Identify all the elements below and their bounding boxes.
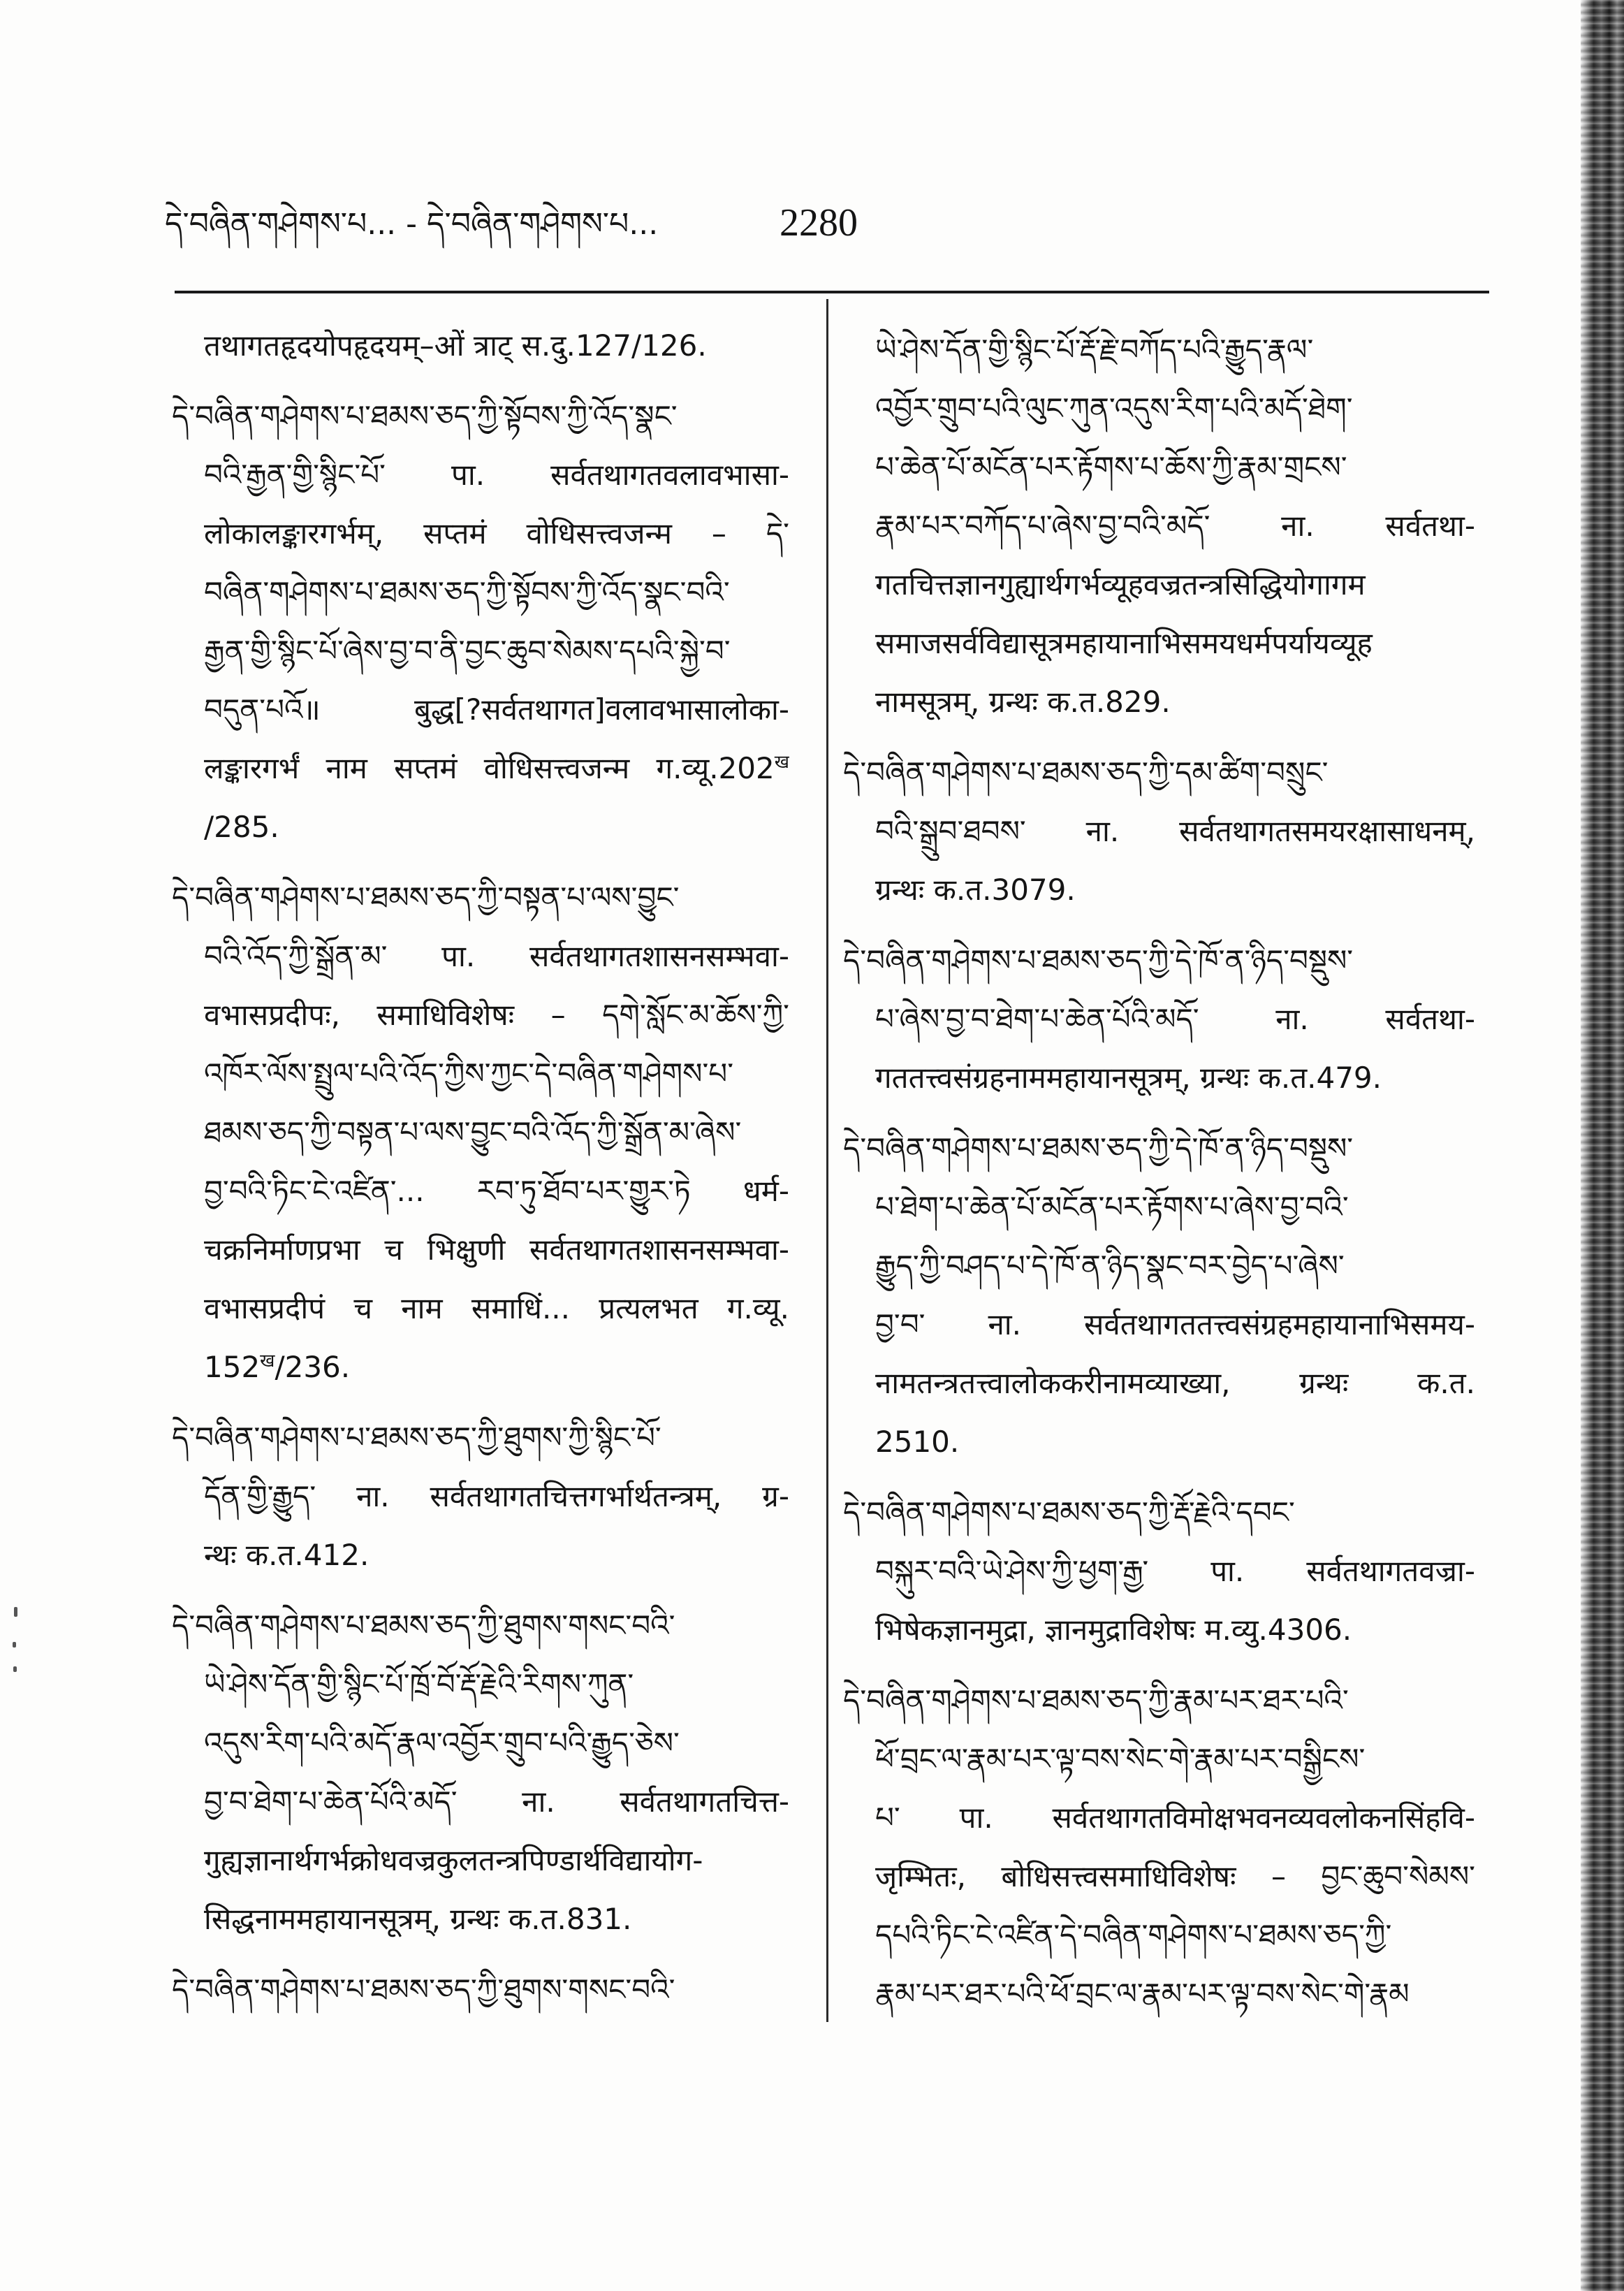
- entry-line: འབྱོར་གྲུབ་པའི་ལུང་ཀུན་འདུས་རིག་པའི་མདོ་ཐེག་: [875, 391, 1353, 426]
- entry-headword-line: དེ་བཞིན་གཤེགས་པ་ཐམས་ཅད་ཀྱི་དེ་ཁོ་ན་ཉིད་བསྡུས་: [843, 943, 1354, 977]
- entry-line: गुह्यज्ञानार्थगर्भक्रोधवज्रकुलतन्त्रपिण्डार्थविद्यायोग-: [204, 1843, 703, 1877]
- entry-headword-line: དེ་བཞིན་གཤེགས་པ་ཐམས་ཅད་ཀྱི་དམ་ཚིག་བསྲུང་: [843, 755, 1329, 790]
- entry-line: न्थः क.त.412.: [204, 1538, 370, 1572]
- scan-speck: [13, 1642, 16, 1648]
- entry-line: པ་ཐེག་པ་ཆེན་པོ་མངོན་པར་རྟོགས་པ་ཞེས་བྱ་བའི་: [875, 1190, 1349, 1224]
- entry-line: བདུན་པའོ॥ बुद्ध[?सर्वतथागत]वलावभासालोका-: [204, 692, 789, 727]
- dictionary-entry: [172, 1597, 789, 1949]
- entry-line: རྒྱན་གྱི་སྙིང་པོ་ཞེས་བྱ་བ་ནི་བྱང་ཆུབ་སེམས་དཔའི་སྐྱེ་བ་: [204, 634, 731, 668]
- continued-entry: [843, 321, 1475, 732]
- left-column: [172, 317, 789, 2019]
- entry-line: བའི་རྒྱན་གྱི་སྙིང་པོ་ पा. सर्वतथागतवलावभासा-: [204, 458, 789, 492]
- entry-line: བྱ་བ་ ना. सर्वतथागततत्त्वसंग्रहमहायानाभिसमय-: [875, 1307, 1475, 1341]
- scan-speck: [13, 1666, 17, 1672]
- entry-line: ཡེ་ཤེས་དོན་གྱི་སྙིང་པོ་རྡོ་རྗེ་བཀོད་པའི་རྒྱུད་རྣལ་: [875, 333, 1314, 367]
- line-text: लङ्कारगर्भं नाम सप्तमं वोधिसत्त्वजन्म ग.व्यू.202: [204, 751, 775, 785]
- entry-line: जृम्भितः, बोधिसत्त्वसमाधिविशेषः – བྱང་ཆུབ་སེམས་: [875, 1859, 1475, 1893]
- dictionary-entry: [172, 387, 789, 857]
- entry-line: ཐམས་ཅད་ཀྱི་བསྟན་པ་ལས་བྱུང་བའི་འོད་ཀྱི་སྒྲོན་མ་ཞེས་: [204, 1115, 742, 1149]
- entry-headword-line: དེ་བཞིན་གཤེགས་པ་ཐམས་ཅད་ཀྱི་བསྟན་པ་ལས་བྱུང་: [172, 880, 680, 915]
- entry-line: བྱ་བའི་ཏིང་ངེ་འཛིན་... རབ་ཏུ་ཐོབ་པར་གྱུར་ཏེ धर्म-: [204, 1174, 789, 1208]
- entry-line: བའི་འོད་ཀྱི་སྒྲོན་མ་ पा. सर्वतथागतशासनसम्भवा-: [204, 939, 789, 973]
- header-rule: [175, 291, 1489, 293]
- entry-line: པ་ पा. सर्वतथागतविमोक्षभवनव्यवलोकनसिंहवि-: [875, 1801, 1475, 1835]
- entry-headword-line: དེ་བཞིན་གཤེགས་པ་ཐམས་ཅད་ཀྱི་དེ་ཁོ་ན་ཉིད་བསྡུས་: [843, 1131, 1354, 1165]
- dictionary-entry: [172, 1961, 789, 2019]
- entry-line: चक्रनिर्माणप्रभा च भिक्षुणी सर्वतथागतशासनसम्भवा-: [204, 1232, 789, 1267]
- dictionary-entry: [843, 1483, 1475, 1659]
- page-number: 2280: [780, 201, 858, 245]
- entry-line: गतचित्तज्ञानगुह्यार्थगर्भव्यूहवज्रतन्त्रसिद्धियोगागम: [875, 567, 1366, 602]
- entry-line: དོན་གྱི་རྒྱུད་ ना. सर्वतथागतचित्तगर्भार्थतन्त्रम्, ग्र-: [204, 1479, 789, 1513]
- entry-line: भिषेकज्ञानमुद्रा, ज्ञानमुद्राविशेषः म.व्यु.4306.: [875, 1613, 1352, 1647]
- scan-edge: [1581, 0, 1624, 2291]
- entry-headword-line: དེ་བཞིན་གཤེགས་པ་ཐམས་ཅད་ཀྱི་ཐུགས་གསང་བའི་: [172, 1608, 675, 1643]
- entry-line: गततत्त्वसंग्रहनाममहायानसूत्रम्, ग्रन्थः क.त.479.: [875, 1061, 1382, 1095]
- entry-line: 2510.: [875, 1425, 960, 1459]
- entry-line: ཕོ་བྲང་ལ་རྣམ་པར་ལྟ་བས་སེང་གེ་རྣམ་པར་བསྒྱིངས་: [875, 1742, 1366, 1776]
- entry-line: ग्रन्थः क.त.3079.: [875, 873, 1076, 907]
- folio-side-marker: ख: [260, 1351, 275, 1372]
- folio-side-marker: ख: [774, 752, 789, 773]
- header-guide-words: དེ་བཞིན་གཤེགས་པ... - དེ་བཞིན་གཤེགས་པ...: [165, 206, 659, 242]
- dictionary-entry: [172, 1409, 789, 1585]
- entry-line: ཡེ་ཤེས་དོན་གྱི་སྙིང་པོ་ཁྲོ་བོ་རྡོ་རྗེའི་རིགས་ཀུན་: [204, 1667, 634, 1701]
- dictionary-entry: [843, 743, 1475, 919]
- dictionary-entry: [172, 868, 789, 1397]
- entry-line: འཁོར་ལོས་སྤྲུལ་པའི་འོད་ཀྱིས་ཀྱང་དེ་བཞིན་གཤེགས་པ་: [204, 1056, 734, 1091]
- entry-line: [172, 1338, 789, 1397]
- entry-line: नामतन्त्रतत्त्वालोककरीनामव्याख्या, ग्रन्थः क.त.: [875, 1366, 1475, 1400]
- entry-line: वभासप्रदीपं च नाम समाधिं... प्रत्यलभत ग.व्यू.: [204, 1291, 789, 1325]
- entry-line: རྣམ་པར་ཐར་པའི་ཕོ་བྲང་ལ་རྣམ་པར་ལྟ་བས་སེང་གེ་རྣམ: [875, 1977, 1410, 2011]
- entry-line: नामसूत्रम्, ग्रन्थः क.त.829.: [875, 685, 1171, 719]
- entry-line: རྣམ་པར་བཀོད་པ་ཞེས་བྱ་བའི་མདོ་ ना. सर्वतथा-: [875, 509, 1475, 543]
- line-text: 152: [204, 1350, 261, 1384]
- right-column: [843, 321, 1475, 2023]
- entry-line: བའི་སྒྲུབ་ཐབས་ ना. सर्वतथागतसमयरक्षासाधनम्,: [875, 814, 1475, 848]
- entry-headword-line: དེ་བཞིན་གཤེགས་པ་ཐམས་ཅད་ཀྱི་རྡོ་རྗེའི་དབང་: [843, 1495, 1295, 1529]
- scan-speck: [14, 1607, 17, 1617]
- entry-line: འདུས་རིག་པའི་མདོ་རྣལ་འབྱོར་གྲུབ་པའི་རྒྱུད་ཅེས་: [204, 1726, 680, 1760]
- entry-line: लोकालङ्कारगर्भम्, सप्तमं वोधिसत्त्वजन्म – དེ་: [204, 516, 789, 551]
- entry-line: བཞིན་གཤེགས་པ་ཐམས་ཅད་ཀྱི་སྟོབས་ཀྱི་འོད་སྣང་བའི་: [204, 575, 730, 609]
- dictionary-entry: [843, 1119, 1475, 1471]
- entry-line: सिद्धनाममहायानसूत्रम्, ग्रन्थः क.त.831.: [204, 1902, 632, 1936]
- entry-line: བྱ་བ་ཐེག་པ་ཆེན་པོའི་མདོ་ ना. सर्वतथागतचित्त-: [204, 1784, 789, 1819]
- entry-line: [172, 739, 789, 798]
- column-divider: [826, 299, 828, 2022]
- entry-line: वभासप्रदीपः, समाधिविशेषः – དགེ་སློང་མ་ཆོས་ཀྱི་: [204, 998, 789, 1032]
- entry-line: བསྐུར་བའི་ཡེ་ཤེས་ཀྱི་ཕྱག་རྒྱ་ पा. सर्वतथागतवज्रा-: [875, 1554, 1475, 1588]
- entry-line: པ་ཆེན་པོ་མངོན་པར་རྟོགས་པ་ཆོས་ཀྱི་རྣམ་གྲངས་: [875, 450, 1347, 484]
- entry-line: རྒྱུད་ཀྱི་བཤད་པ་དེ་ཁོ་ན་ཉིད་སྣང་བར་བྱེད་པ་ཞེས་: [875, 1249, 1345, 1283]
- entry-line: समाजसर्वविद्यासूत्रमहायानाभिसमयधर्मपर्यायव्यूह: [875, 626, 1373, 660]
- dictionary-entry: [843, 931, 1475, 1107]
- continued-entry: [172, 317, 789, 375]
- entry-headword-line: དེ་བཞིན་གཤེགས་པ་ཐམས་ཅད་ཀྱི་སྟོབས་ཀྱི་འོད་སྣང་: [172, 399, 678, 433]
- dictionary-entry: [843, 1671, 1475, 2023]
- entry-headword-line: དེ་བཞིན་གཤེགས་པ་ཐམས་ཅད་ཀྱི་རྣམ་པར་ཐར་པའི་: [843, 1683, 1349, 1717]
- entry-line: པ་ཞེས་བྱ་བ་ཐེག་པ་ཆེན་པོའི་མདོ་ ना. सर्वतथा-: [875, 1002, 1475, 1036]
- entry-headword-line: དེ་བཞིན་གཤེགས་པ་ཐམས་ཅད་ཀྱི་ཐུགས་ཀྱི་སྙིང་པོ་: [172, 1420, 661, 1455]
- entry-headword-line: དེ་བཞིན་གཤེགས་པ་ཐམས་ཅད་ཀྱི་ཐུགས་གསང་བའི་: [172, 1972, 675, 2007]
- entry-line: དཔའི་ཏིང་ངེ་འཛིན་དེ་བཞིན་གཤེགས་པ་ཐམས་ཅད་ཀྱི་: [875, 1918, 1392, 1952]
- entry-line: तथागतहृदयोपहृदयम्–ओं त्राट् स.दु.127/126.: [204, 328, 707, 363]
- line-text: /236.: [275, 1350, 351, 1384]
- entry-line: /285.: [204, 810, 279, 844]
